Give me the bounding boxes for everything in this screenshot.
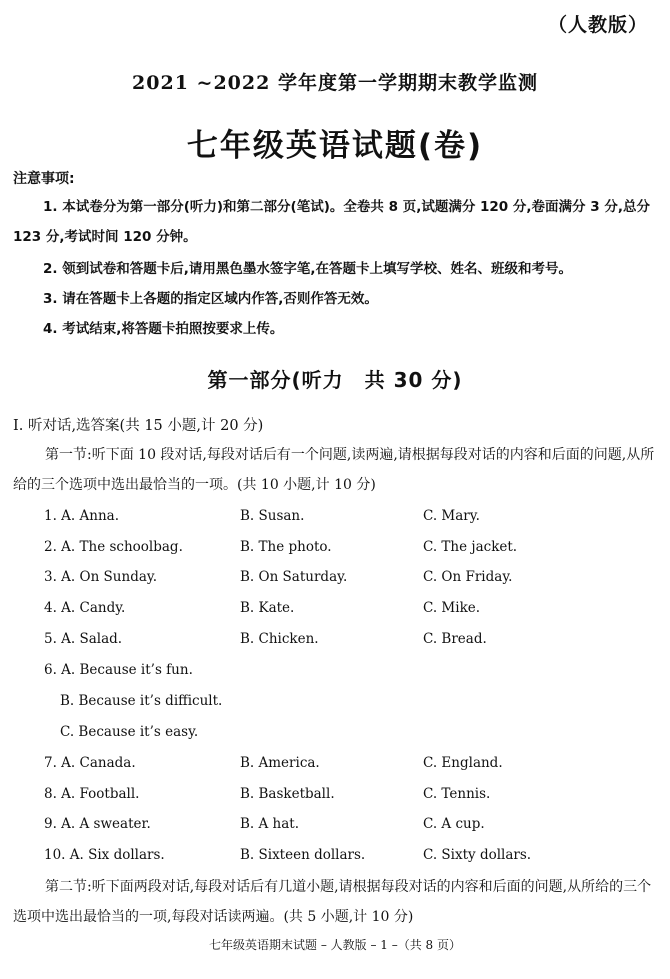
question-9-option-b: B. A hat. bbox=[240, 816, 300, 832]
question-3-option-a: 3. A. On Sunday. bbox=[44, 569, 158, 585]
question-8-option-c: C. Tennis. bbox=[423, 786, 491, 802]
question-2-option-c: C. The jacket. bbox=[423, 539, 518, 555]
question-8-option-a: 8. A. Football. bbox=[44, 786, 140, 802]
question-3-option-b: B. On Saturday. bbox=[240, 569, 348, 585]
notes-heading: 注意事项: bbox=[13, 171, 75, 187]
question-6-option-b: B. Because it’s difficult. bbox=[60, 693, 223, 709]
sub1-intro: 第一节:听下面 10 段对话,每段对话后有一个问题,读两遍,请根据每段对话的内容和后面的问题,从所给的三个选项中选出最恰当的一项。(共 10 小题,计 10 分) bbox=[13, 447, 655, 493]
question-4-option-c: C. Mike. bbox=[423, 600, 481, 616]
question-9-option-c: C. A cup. bbox=[423, 816, 485, 832]
page-footer: 七年级英语期末试题 – 人教版 – 1 –（共 8 页） bbox=[209, 938, 461, 952]
page-title: 七年级英语试题(卷) bbox=[186, 128, 484, 164]
section1-heading: Ⅰ. 听对话,选答案(共 15 小题,计 20 分) bbox=[13, 418, 264, 434]
question-7-option-c: C. England. bbox=[423, 755, 503, 771]
question-6-option-c: C. Because it’s easy. bbox=[60, 724, 199, 740]
question-2-option-a: 2. A. The schoolbag. bbox=[44, 539, 183, 555]
note-item: 2. 领到试卷和答题卡后,请用黑色墨水签字笔,在答题卡上填写学校、姓名、班级和考号。 bbox=[43, 261, 572, 277]
question-1-option-a: 1. A. Anna. bbox=[44, 508, 119, 524]
note-item: 1. 本试卷分为第一部分(听力)和第二部分(笔试)。全卷共 8 页,试题满分 120 分,卷面满分 3 分,总分 123 分,考试时间 120 分钟。 bbox=[13, 199, 650, 245]
question-10-option-b: B. Sixteen dollars. bbox=[240, 847, 366, 863]
question-7-option-b: B. America. bbox=[240, 755, 320, 771]
question-1-option-b: B. Susan. bbox=[240, 508, 305, 524]
question-3-option-c: C. On Friday. bbox=[423, 569, 513, 585]
question-5-option-b: B. Chicken. bbox=[240, 631, 319, 647]
question-10-option-c: C. Sixty dollars. bbox=[423, 847, 532, 863]
sub2-intro: 第二节:听下面两段对话,每段对话后有几道小题,请根据每段对话的内容和后面的问题,从所给的三个选项中选出最恰当的一项,每段对话读两遍。(共 5 小题,计 10 分) bbox=[13, 879, 652, 925]
note-item: 4. 考试结束,将答题卡拍照按要求上传。 bbox=[43, 321, 284, 337]
question-8-option-b: B. Basketball. bbox=[240, 786, 335, 802]
question-1-option-c: C. Mary. bbox=[423, 508, 480, 524]
question-5-option-a: 5. A. Salad. bbox=[44, 631, 123, 647]
part1-heading: 第一部分(听力 共 30 分) bbox=[207, 368, 463, 392]
question-4-option-b: B. Kate. bbox=[240, 600, 295, 616]
edition-label: （人教版） bbox=[547, 14, 648, 36]
question-4-option-a: 4. A. Candy. bbox=[44, 600, 126, 616]
question-7-option-a: 7. A. Canada. bbox=[44, 755, 136, 771]
question-6-option-a: 6. A. Because it’s fun. bbox=[44, 662, 193, 678]
question-10-option-a: 10. A. Six dollars. bbox=[44, 847, 165, 863]
question-9-option-a: 9. A. A sweater. bbox=[44, 816, 151, 832]
exam-title: 2021 ~2022 学年度第一学期期末教学监测 bbox=[132, 72, 538, 94]
note-item: 3. 请在答题卡上各题的指定区域内作答,否则作答无效。 bbox=[43, 291, 378, 307]
question-5-option-c: C. Bread. bbox=[423, 631, 487, 647]
question-2-option-b: B. The photo. bbox=[240, 539, 332, 555]
